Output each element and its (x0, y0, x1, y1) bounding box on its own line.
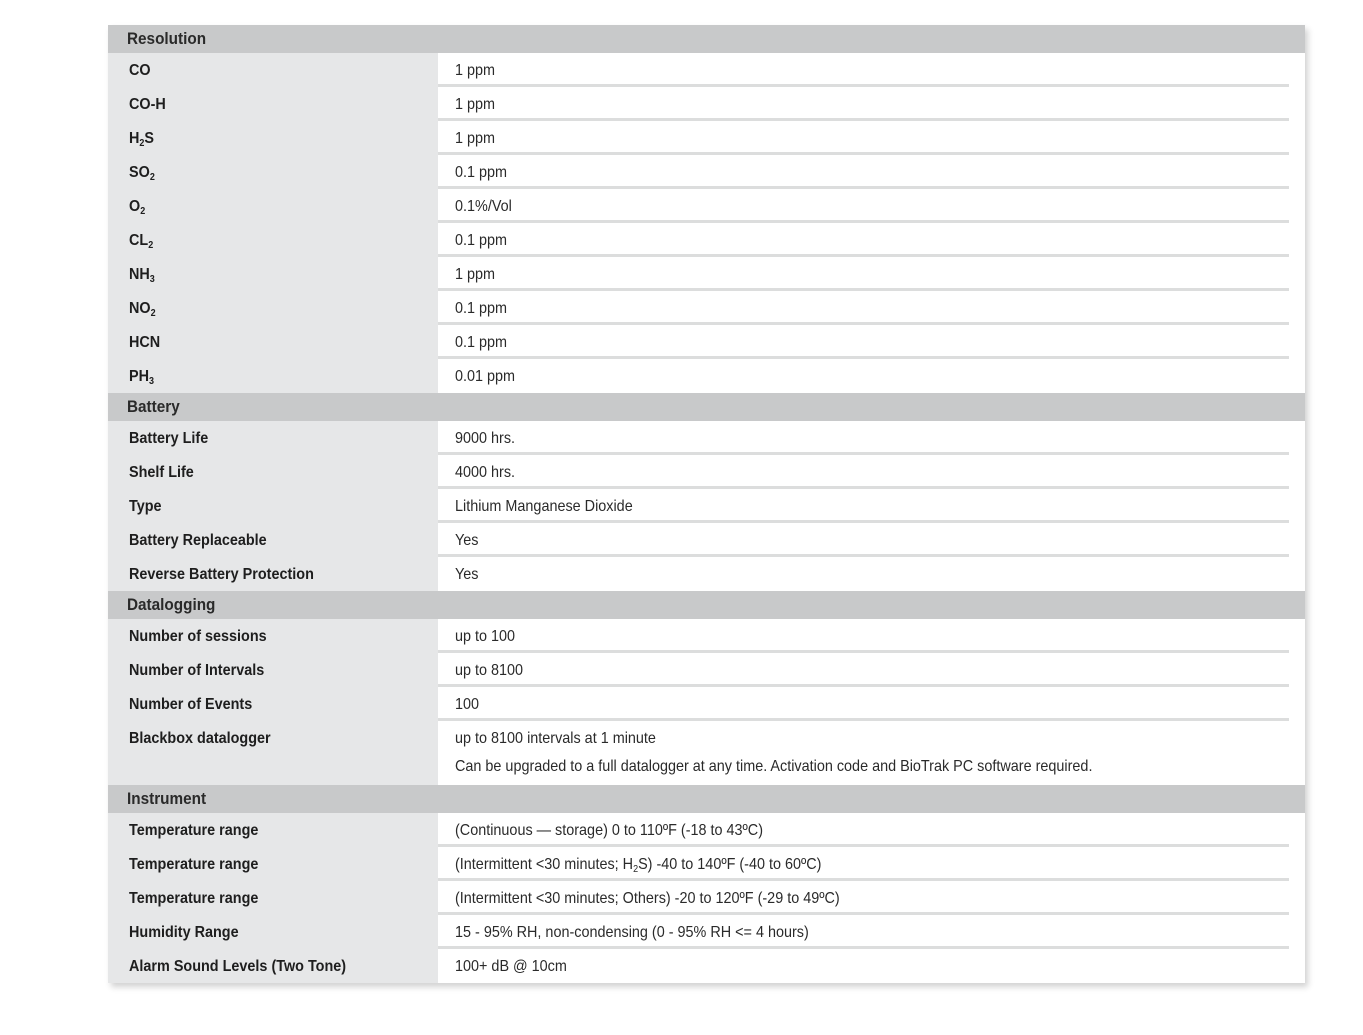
section-header-instrument (108, 785, 1305, 813)
row-value: Yes (455, 566, 479, 583)
row-label: Number of Events (129, 696, 253, 713)
table-row (108, 223, 1305, 257)
row-value: up to 8100 (455, 662, 524, 679)
table-row (108, 291, 1305, 325)
row-value: up to 100 (455, 628, 516, 645)
table-row (108, 847, 1305, 881)
table-row (108, 257, 1305, 291)
table-row (108, 619, 1305, 653)
table-row (108, 523, 1305, 557)
table-row (108, 189, 1305, 223)
row-value: 0.1 ppm (455, 300, 508, 317)
section-title: Instrument (127, 789, 207, 808)
row-label: $NO_2$ (129, 300, 156, 319)
row-value: 100+ dB @ 10cm (455, 958, 567, 975)
row-label: Number of sessions (129, 628, 267, 645)
table-row (108, 121, 1305, 155)
spec-table (108, 25, 1305, 983)
row-label: $H_2S$ (129, 130, 155, 149)
row-value: 0.1 ppm (455, 164, 508, 181)
row-label: CO-H (129, 96, 166, 113)
row-label: $O_2$ (129, 198, 146, 217)
row-value: 1 ppm (455, 62, 496, 79)
section-title: Resolution (127, 29, 207, 48)
table-row (108, 421, 1305, 455)
row-label: Temperature range (129, 856, 259, 873)
table-row (108, 53, 1305, 87)
row-label: Alarm Sound Levels (Two Tone) (129, 958, 347, 975)
row-value: 1 ppm (455, 130, 496, 147)
row-value: Lithium Manganese Dioxide (455, 498, 633, 515)
table-row (108, 489, 1305, 523)
row-label: Temperature range (129, 890, 259, 907)
row-value: 1 ppm (455, 96, 496, 113)
section-title: Battery (127, 397, 180, 416)
row-label: CO (129, 62, 151, 79)
row-label: $NH_3$ (129, 266, 155, 285)
row-value: (Intermittent <30 minutes; H2S) -40 to 140ºF (-40 to 60ºC) (455, 856, 822, 875)
section-header-battery (108, 393, 1305, 421)
row-value: 9000 hrs. (455, 430, 516, 447)
row-value: 4000 hrs. (455, 464, 516, 481)
table-row (108, 687, 1305, 721)
row-value: up to 8100 intervals at 1 minute (455, 730, 656, 747)
table-row (108, 359, 1305, 393)
section-title: Datalogging (127, 595, 216, 614)
section-header-resolution (108, 25, 1305, 53)
table-row (108, 455, 1305, 489)
row-label: Blackbox datalogger (129, 730, 271, 747)
row-label: Humidity Range (129, 924, 239, 941)
table-row (108, 87, 1305, 121)
table-row (108, 881, 1305, 915)
row-value: 1 ppm (455, 266, 496, 283)
table-row (108, 653, 1305, 687)
row-label: HCN (129, 334, 161, 351)
row-label: $SO_2$ (129, 164, 155, 183)
table-row (108, 325, 1305, 359)
row-value: 0.1 ppm (455, 334, 508, 351)
row-value-note: Can be upgraded to a full datalogger at any time. Activation code and BioTrak PC software required. (455, 758, 1093, 775)
row-value: (Intermittent <30 minutes; Others) -20 to 120ºF (-29 to 49ºC) (455, 890, 840, 907)
table-row (108, 721, 1305, 785)
row-value: 15 - 95% RH, non-condensing (0 - 95% RH <= 4 hours) (455, 924, 809, 941)
table-row (108, 155, 1305, 189)
row-value: 100 (455, 696, 480, 713)
row-label: Shelf Life (129, 464, 194, 481)
table-row (108, 557, 1305, 591)
row-label: Temperature range (129, 822, 259, 839)
row-label: $PH_3$ (129, 368, 155, 387)
row-label: Reverse Battery Protection (129, 566, 314, 583)
row-label: Number of Intervals (129, 662, 265, 679)
row-label: $CL_2$ (129, 232, 154, 251)
table-row (108, 813, 1305, 847)
row-value: 0.1 ppm (455, 232, 508, 249)
row-value: Yes (455, 532, 479, 549)
row-label: Type (129, 498, 162, 515)
row-value: (Continuous — storage) 0 to 110ºF (-18 to 43ºC) (455, 822, 763, 839)
row-value: 0.01 ppm (455, 368, 516, 385)
row-label: Battery Replaceable (129, 532, 267, 549)
row-value: 0.1%/Vol (455, 198, 512, 215)
row-label: Battery Life (129, 430, 209, 447)
table-row (108, 915, 1305, 949)
table-row (108, 949, 1305, 983)
section-header-datalogging (108, 591, 1305, 619)
